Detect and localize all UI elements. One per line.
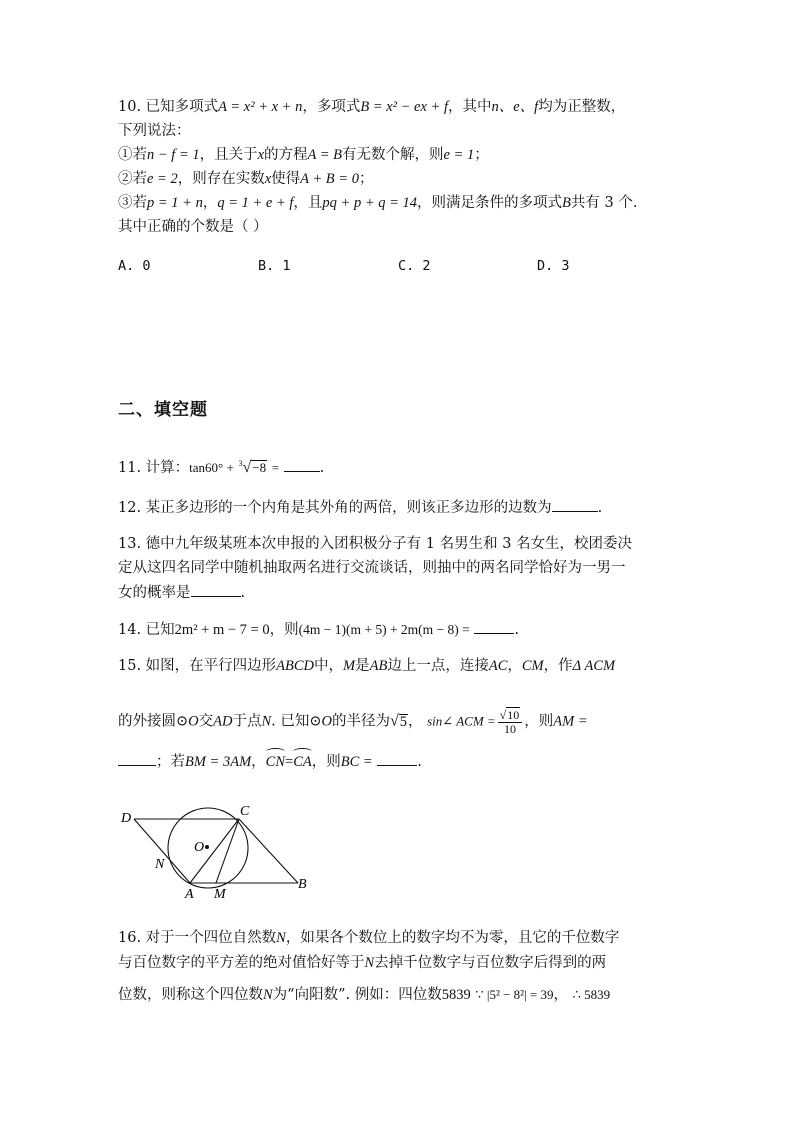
q10-variables: n、e、f — [491, 99, 539, 115]
q16-text: 位数，则称这个四位数 — [118, 987, 263, 1003]
q15-math: AC — [488, 658, 508, 674]
q11-equals: = — [271, 459, 280, 475]
q11-root-index: 3 — [238, 459, 243, 468]
q10-statement-1 — [118, 145, 489, 165]
label-a: A — [185, 887, 194, 902]
q15-math: AB — [369, 658, 388, 674]
q16-text: 为“向阳数”. 例如：四位数 — [272, 987, 442, 1003]
q15-text: ， — [251, 754, 266, 770]
q15-line2: 的外接圆⊙O交AD于点N. 已知⊙O的半径为√5， sin∠ ACM = $\frac{√10}{10}$ ，则AM = — [118, 708, 588, 736]
q10-text: ，则存在实数 — [177, 171, 265, 187]
q15-bc-answer-blank[interactable] — [377, 751, 417, 766]
q15-text: ；若 — [156, 754, 185, 770]
q10-text: ，且 — [293, 195, 323, 211]
q14-expression: (4m − 1)(m + 5) + 2m(m − 8) = — [298, 622, 470, 637]
q15-math: AM = — [553, 713, 588, 730]
q10-text: ①若 — [118, 147, 147, 163]
q10-math: A + B = 0 — [300, 171, 359, 187]
q15-text: 交 — [198, 713, 214, 730]
q10-math: e = 2 — [147, 171, 178, 187]
q10-text: 的方程 — [264, 147, 308, 163]
q10-math: q = 1 + e + f — [217, 195, 294, 211]
q15-math: N — [261, 713, 272, 730]
arc-cn: CN — [265, 754, 285, 770]
q10-statement-3 — [118, 193, 637, 213]
q16-text: ， — [553, 987, 569, 1003]
q15-math: Δ ACM — [572, 658, 616, 674]
q15-text: 边上一点，连接 — [387, 658, 489, 674]
q13-line3 — [118, 582, 245, 603]
q12-text: 12. 某正多边形的一个内角是其外角的两倍，则该正多边形的边数为 — [118, 500, 552, 516]
q10-text: ，则满足条件的多项式 — [417, 195, 563, 211]
q10-line1 — [118, 97, 625, 117]
center-o-point — [205, 845, 209, 849]
q10-math: x — [257, 147, 265, 163]
q15-end: . — [417, 754, 422, 770]
option-b: B. 1 — [258, 258, 291, 274]
q10-text: ②若 — [118, 171, 147, 187]
label-n: N — [155, 857, 165, 872]
circle-o-symbol: ⊙O — [176, 713, 199, 730]
label-m: M — [214, 887, 226, 902]
q16-prefix: 16. 对于一个四位自然数 — [118, 930, 277, 946]
q14-answer-blank[interactable] — [474, 619, 514, 634]
q15-sin-num-value: 10 — [507, 708, 520, 722]
q15-text: ，则 — [311, 754, 341, 770]
q11: 11. 计算：tan60° + $^3$√−8 = . — [118, 458, 325, 476]
q10-math: A = B — [307, 147, 343, 163]
q16-math: N — [276, 930, 286, 946]
q16-line1 — [118, 928, 619, 948]
q13-line1: 13. 德中九年级某班本次申报的入团积极分子有 1 名男生和 3 名女生，校团委决 — [118, 536, 633, 552]
q16-math: N — [263, 987, 273, 1003]
q14-text: ，则 — [269, 622, 299, 638]
option-d: D. 3 — [537, 258, 570, 274]
q12 — [118, 497, 602, 518]
q10-math: e = 1 — [443, 147, 475, 163]
q10-text: ，其中 — [448, 99, 492, 115]
q11-answer-blank[interactable] — [284, 457, 320, 472]
q15-text: 中， — [314, 658, 344, 674]
section-title: 二、填空题 — [118, 400, 208, 420]
q16-line3 — [118, 985, 610, 1005]
q15-math: CM — [521, 658, 544, 674]
circle-o-symbol: ⊙O — [309, 713, 332, 730]
q12-answer-blank[interactable] — [552, 497, 598, 512]
q10-text: ； — [474, 147, 489, 163]
q13-answer-blank[interactable] — [191, 582, 241, 597]
q15-math: ABCD — [276, 658, 315, 674]
q15-equals: = — [285, 754, 294, 770]
q10-text: ，多项式 — [302, 99, 361, 115]
q16-line2 — [118, 953, 606, 973]
q10-text: ③若 — [118, 195, 147, 211]
q14-end: . — [514, 622, 519, 638]
q15-sin-denominator: 10 — [503, 722, 516, 736]
geometry-figure — [110, 800, 320, 905]
q15-radius: 5 — [399, 713, 408, 730]
label-b: B — [298, 877, 307, 892]
q15-sin-expression: sin∠ ACM = — [427, 713, 496, 729]
q15-text: ，则 — [524, 713, 554, 730]
q10-polynomial-a: A = x² + x + n — [218, 99, 303, 115]
label-d: D — [121, 811, 132, 826]
q15-text: 于点 — [232, 713, 262, 730]
q16-because: ∵ |5² − 8²| = 39 — [475, 987, 554, 1002]
q14-prefix: 14. 已知 — [118, 622, 175, 638]
q12-end: . — [597, 500, 603, 516]
q11-prefix: 11. 计算： — [118, 459, 190, 476]
q11-expression: tan60° + — [189, 459, 234, 475]
q16-therefore: ∴ 5839 — [572, 987, 611, 1002]
q16-example-number: 5839 — [441, 987, 471, 1003]
q15-line1 — [118, 656, 615, 676]
q13-line2: 定从这四名同学中随机抽取两名进行交流谈话，则抽中的两名同学恰好为一男一 — [118, 560, 626, 576]
q11-radicand: −8 — [252, 459, 267, 475]
q15-text: 是 — [355, 658, 370, 674]
q10-math: n − f = 1 — [147, 147, 200, 163]
q15-text: ，作 — [543, 658, 573, 674]
q10-text: ， — [202, 195, 218, 211]
q10-text: 有无数个解，则 — [342, 147, 444, 163]
q16-text: ，如果各个数位上的数字均不为零，且它的千位数字 — [285, 930, 620, 946]
segment-da — [134, 819, 190, 883]
q15-text: 的半径为 — [331, 713, 390, 730]
q15-prefix: 15. 如图，在平行四边形 — [118, 658, 277, 674]
q10-line2: 下列说法： — [118, 123, 191, 139]
q10-prefix: 10. 已知多项式 — [118, 99, 219, 115]
q15-sin-numerator: √10 — [498, 707, 523, 723]
q10-math: x — [264, 171, 272, 187]
label-c: C — [240, 804, 250, 819]
q15-math: BM = 3AM — [185, 754, 252, 770]
q10-text: 使得 — [271, 171, 301, 187]
q14-given: 2m² + m − 7 = 0 — [174, 622, 270, 638]
q15-math: BC = — [340, 754, 373, 770]
option-a: A. 0 — [118, 258, 151, 274]
q15-text: ， — [507, 658, 522, 674]
q16-math: N — [364, 955, 375, 971]
q15-math: AD — [213, 713, 233, 730]
q15-text: . 已知 — [271, 713, 310, 730]
q10-math: B — [562, 195, 571, 211]
q15-text: 的外接圆 — [118, 713, 176, 730]
q10-text: 均为正整数， — [538, 99, 626, 115]
q10-statement-2 — [118, 169, 373, 189]
q11-end: . — [319, 459, 325, 476]
q15-text: ， — [408, 713, 423, 730]
q10-text: ，且关于 — [199, 147, 258, 163]
q10-math: pq + p + q = 14 — [322, 195, 418, 211]
q15-sin-fraction — [498, 707, 523, 736]
q16-text: 与百位数字的平方差的绝对值恰好等于 — [118, 955, 365, 971]
q10-math: p = 1 + n — [147, 195, 203, 211]
option-c: C. 2 — [398, 258, 431, 274]
q15-line3 — [118, 751, 422, 772]
arc-ca: CA — [293, 754, 312, 770]
q10-text: 共有 3 个. — [570, 195, 638, 211]
q15-am-answer-blank[interactable] — [118, 751, 156, 766]
q10-text: ； — [358, 171, 374, 187]
q10-question: 其中正确的个数是（ ） — [118, 219, 268, 235]
label-o: O — [194, 840, 205, 855]
q16-text: 去掉千位数字与百位数字后得到的两 — [374, 955, 607, 971]
q14 — [118, 619, 519, 640]
q13-text: 女的概率是 — [118, 585, 191, 601]
segment-cm — [216, 819, 239, 883]
q10-polynomial-b: B = x² − ex + f — [360, 99, 448, 115]
q13-end: . — [240, 585, 246, 601]
q15-math: M — [343, 658, 356, 674]
